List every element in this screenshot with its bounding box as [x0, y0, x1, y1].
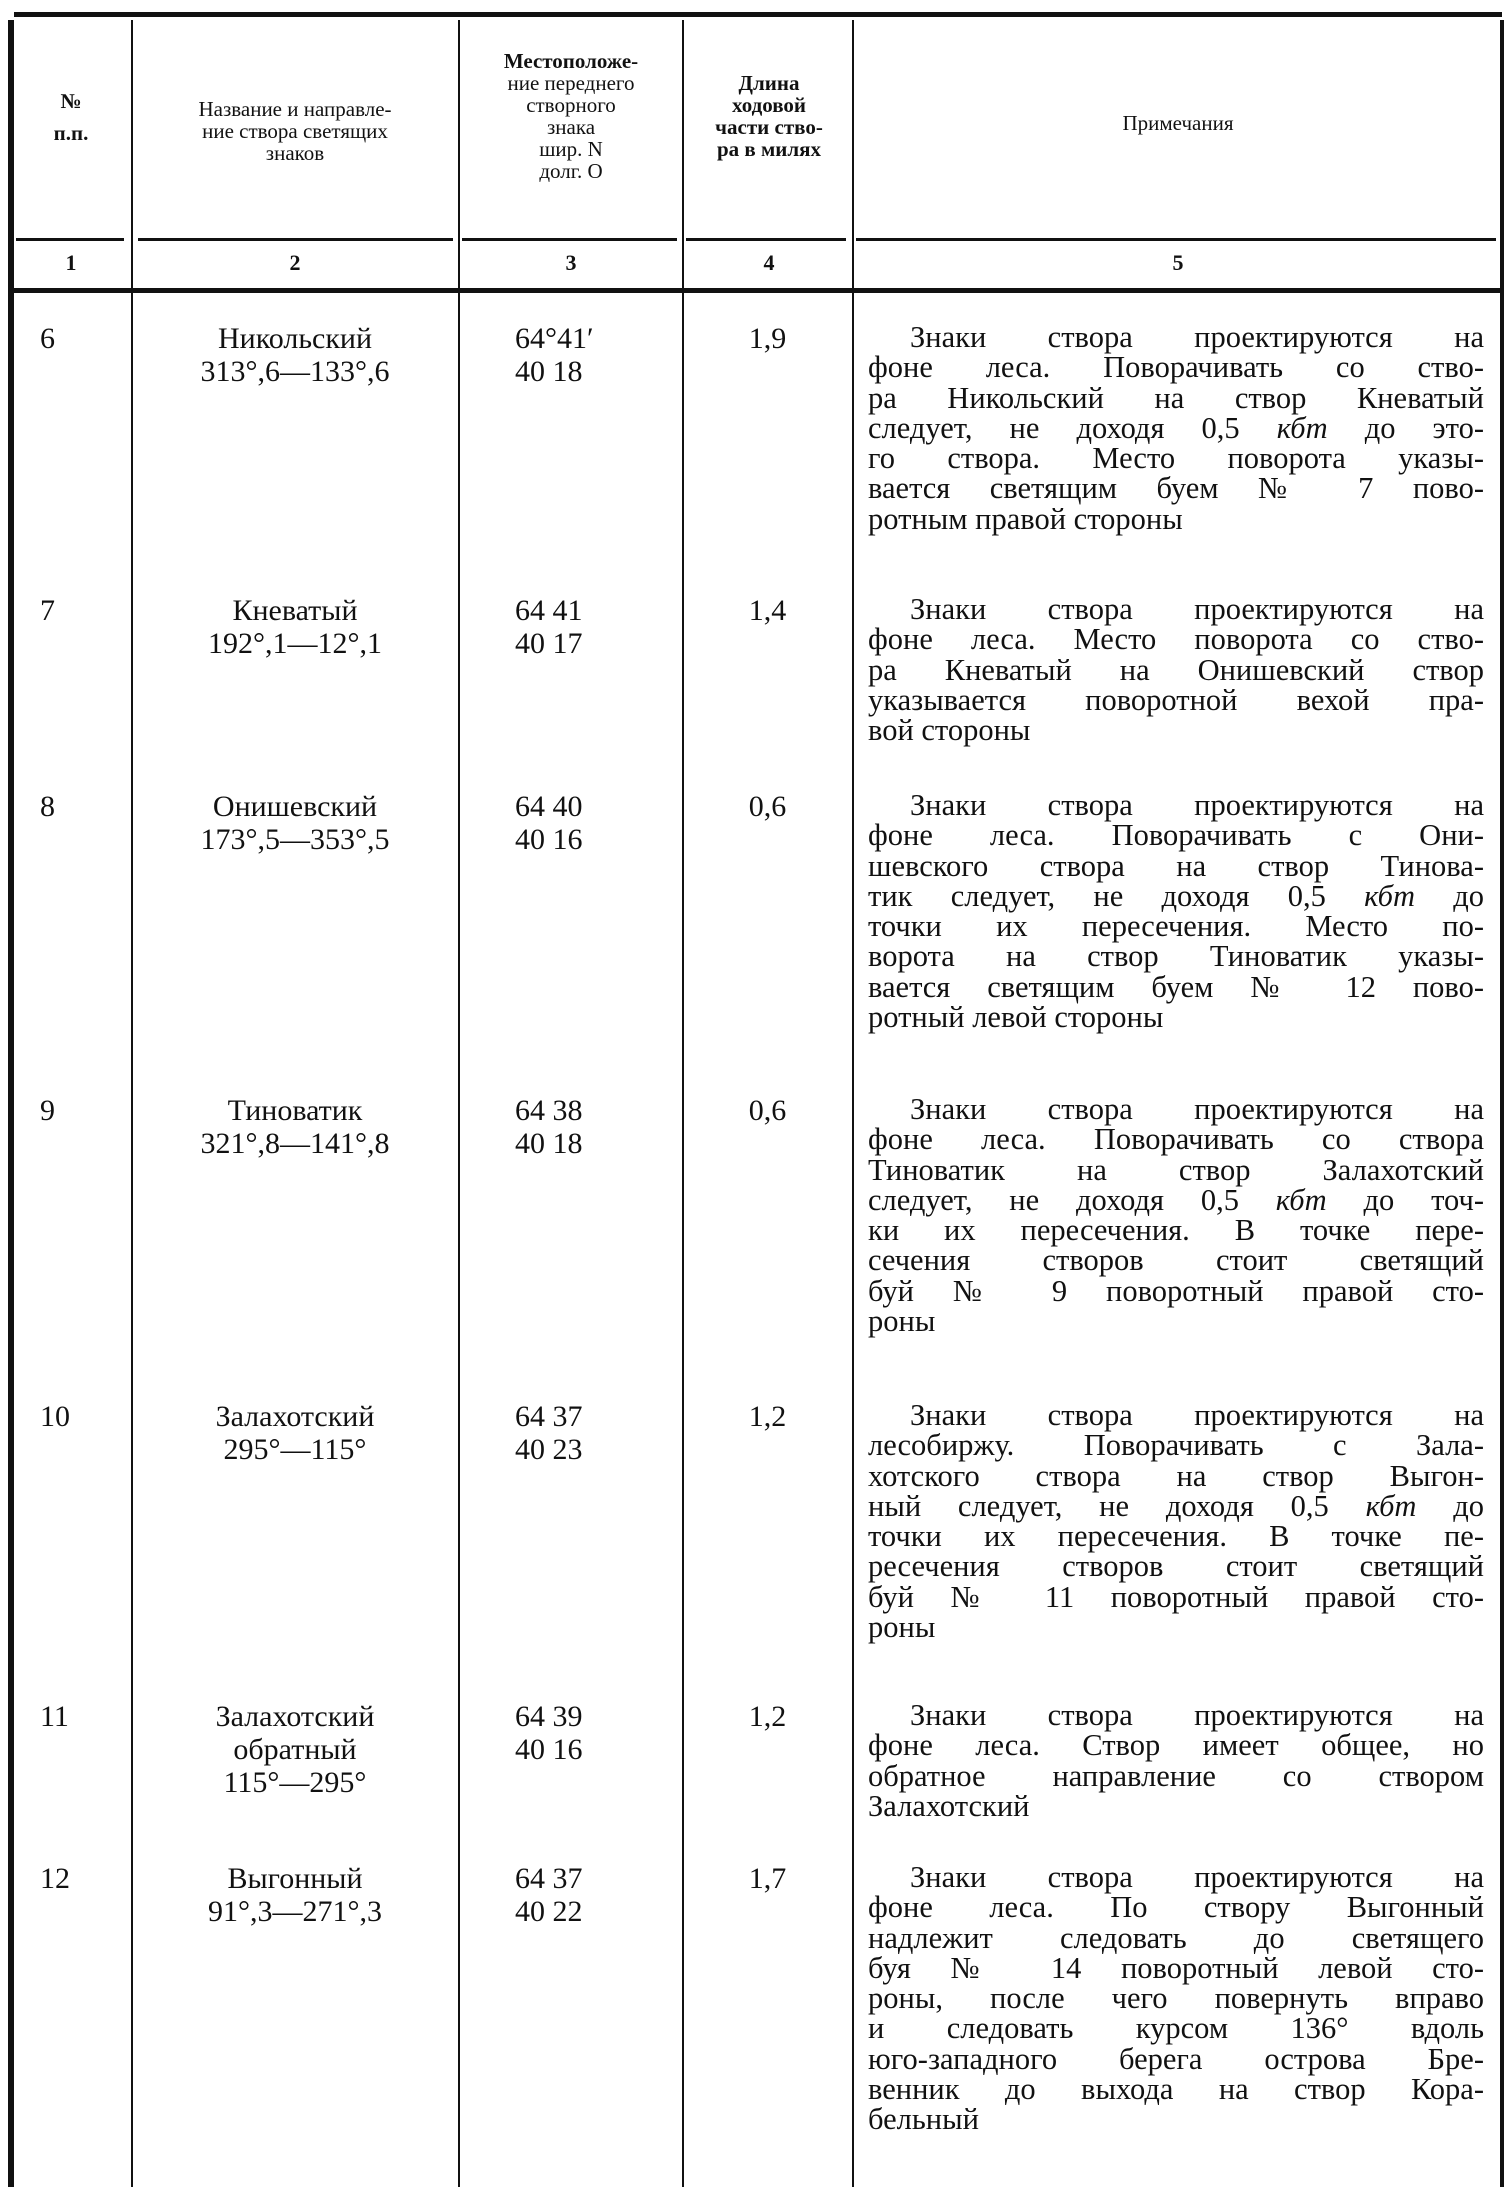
- row-number: 12: [40, 1862, 70, 1895]
- row-number: 9: [40, 1094, 55, 1127]
- remarks-line: обратное направление со створом: [868, 1758, 1484, 1793]
- front-mark-position: [515, 790, 675, 856]
- remarks-line: Знаки створа проектируются на: [910, 1698, 1484, 1732]
- column-divider: [458, 20, 460, 2187]
- range-name-line: Залахотский: [215, 1700, 375, 1733]
- range-name-line: Выгонный: [227, 1862, 363, 1895]
- unit-cable: кбт: [1365, 1488, 1417, 1523]
- remarks-line: Знаки створа проектируются на: [910, 1398, 1484, 1432]
- fairway-length: 1,7: [748, 1862, 787, 1895]
- remarks-line: ра Кневатый на Онишевский створ: [868, 652, 1484, 687]
- remarks-line: роны, после чего повернуть вправо: [868, 1981, 1484, 2016]
- front-mark-position: [515, 322, 675, 388]
- remarks-line: ротный левой стороны: [868, 1000, 1164, 1035]
- range-name-line: обратный: [233, 1733, 357, 1766]
- remarks-line: бельный: [868, 2102, 979, 2137]
- header-number-rule: [16, 238, 124, 241]
- table-left-border: [8, 20, 14, 2187]
- range-name: [140, 594, 450, 660]
- header-bottom-rule: [14, 288, 1502, 293]
- header-col4-line: Длина: [738, 71, 800, 95]
- column-number: 2: [289, 250, 301, 275]
- remarks-line: Знаки створа проектируются на: [910, 788, 1484, 822]
- remarks-line: шевского створа на створ Тинова-: [868, 848, 1484, 883]
- remarks-line: следует, не доходя 0,5 кбт до точ-: [868, 1182, 1484, 1217]
- latitude: 64 41: [515, 594, 583, 627]
- remarks-line: и следовать курсом 136° вдоль: [868, 2011, 1484, 2046]
- header-col4: [684, 72, 854, 160]
- remarks: [868, 788, 1484, 1035]
- longitude: 40 23: [515, 1433, 583, 1466]
- column-divider: [682, 20, 684, 2187]
- range-name-line: Никольский: [217, 322, 373, 355]
- remarks-line: ра Никольский на створ Кневатый: [868, 380, 1484, 415]
- header-col2-line: знаков: [265, 141, 325, 165]
- header-number-rule: [138, 238, 453, 241]
- remarks-line: Знаки створа проектируются на: [910, 592, 1484, 626]
- latitude: 64 37: [515, 1862, 583, 1895]
- front-mark-position: [515, 1094, 675, 1160]
- longitude: 40 18: [515, 355, 583, 388]
- remarks-line: лесобиржу. Поворачивать с Зала-: [868, 1428, 1484, 1463]
- header-col3-line: створного: [526, 93, 616, 117]
- remarks-line: Знаки створа проектируются на: [910, 1860, 1484, 1894]
- longitude: 40 17: [515, 627, 583, 660]
- remarks-line: буя № 14 поворотный левой сто-: [868, 1950, 1484, 1985]
- remarks-line: фоне леса. Поворачивать с Они-: [868, 818, 1484, 853]
- range-name-line: 192°,1—12°,1: [208, 627, 382, 660]
- range-name-line: Онишевский: [212, 790, 378, 823]
- remarks-line: юго-западного берега острова Бре-: [868, 2041, 1484, 2076]
- range-name-line: 313°,6—133°,6: [200, 355, 390, 388]
- remarks-line: буй № 11 поворотный правой сто-: [868, 1579, 1484, 1614]
- table-right-border: [1500, 20, 1504, 2187]
- range-name-line: 321°,8—141°,8: [200, 1127, 390, 1160]
- longitude: 40 22: [515, 1895, 583, 1928]
- unit-cable: кбт: [1276, 410, 1328, 445]
- header-col3-line: Местоположе-: [503, 49, 639, 73]
- table-top-rule: [14, 12, 1502, 17]
- column-number: 4: [763, 250, 775, 275]
- header-col2: [136, 98, 454, 164]
- remarks-line: точки их пересечения. В точке пе-: [868, 1519, 1484, 1554]
- fairway-length: 1,2: [748, 1700, 787, 1733]
- header-col1-line: №: [60, 89, 82, 113]
- front-mark-position: [515, 594, 675, 660]
- remarks-line: го створа. Место поворота указы-: [868, 441, 1484, 476]
- remarks-line: вается светящим буем № 7 пово-: [868, 471, 1484, 506]
- header-col4-line: части ство-: [715, 115, 823, 139]
- remarks: [868, 1862, 1484, 2135]
- remarks-line: Знаки створа проектируются на: [910, 320, 1484, 354]
- header-col3-line: ние переднего: [507, 71, 635, 95]
- remarks-line: венник до выхода на створ Кора-: [868, 2072, 1484, 2107]
- longitude: 40 16: [515, 1733, 583, 1766]
- column-number: 1: [65, 250, 77, 275]
- column-divider: [852, 20, 854, 2187]
- remarks-line: Залахотский: [868, 1788, 1030, 1823]
- latitude: 64 39: [515, 1700, 583, 1733]
- header-col5-line: Примечания: [1122, 111, 1234, 135]
- remarks-line: указывается поворотной вехой пра-: [868, 682, 1484, 717]
- remarks-line: точки их пересечения. Место по-: [868, 909, 1484, 944]
- remarks-line: фоне леса. Поворачивать со ство-: [868, 350, 1484, 385]
- header-number-rule: [686, 238, 846, 241]
- header-col3-line: долг. O: [539, 159, 603, 183]
- range-name-line: Тиноватик: [227, 1094, 363, 1127]
- fairway-length: 1,9: [748, 322, 787, 355]
- remarks-line: Знаки створа проектируются на: [910, 1092, 1484, 1126]
- range-name: [140, 322, 450, 388]
- remarks: [868, 592, 1484, 748]
- remarks-line: следует, не доходя 0,5 кбт до это-: [868, 410, 1484, 445]
- range-name: [140, 1700, 450, 1799]
- header-col3-line: шир. N: [539, 137, 603, 161]
- range-name-line: Кневатый: [232, 594, 358, 627]
- remarks-line: ворота на створ Тиноватик указы-: [868, 939, 1484, 974]
- remarks-line: фоне леса. По створу Выгонный: [868, 1890, 1484, 1925]
- header-col3-line: знака: [546, 115, 596, 139]
- remarks: [868, 322, 1484, 534]
- front-mark-position: [515, 1400, 675, 1466]
- range-name-line: Залахотский: [215, 1400, 375, 1433]
- row-number: 11: [40, 1700, 69, 1733]
- latitude: 64 37: [515, 1400, 583, 1433]
- remarks: [868, 1700, 1484, 1821]
- header-number-rule: [856, 238, 1496, 241]
- remarks-line: ротным правой стороны: [868, 501, 1183, 536]
- fairway-length: 0,6: [748, 1094, 787, 1127]
- range-name: [140, 1094, 450, 1160]
- longitude: 40 16: [515, 823, 583, 856]
- remarks-line: фоне леса. Место поворота со ство-: [868, 622, 1484, 657]
- header-col4-line: ходовой: [732, 93, 806, 117]
- header-col1: [16, 90, 126, 144]
- column-number: 3: [565, 250, 577, 275]
- remarks: [868, 1398, 1484, 1645]
- range-name: [140, 790, 450, 856]
- remarks-line: сечения створов стоит светящий: [868, 1243, 1484, 1278]
- range-name-line: 91°,3—271°,3: [208, 1895, 382, 1928]
- range-name: [140, 1862, 450, 1928]
- remarks-line: вается светящим буем № 12 пово-: [868, 969, 1484, 1004]
- longitude: 40 18: [515, 1127, 583, 1160]
- remarks-line: роны: [868, 1304, 936, 1339]
- remarks-line: ресечения створов стоит светящий: [868, 1549, 1484, 1584]
- remarks-line: хотского створа на створ Выгон-: [868, 1458, 1484, 1493]
- column-divider: [131, 20, 133, 2187]
- unit-cable: кбт: [1364, 878, 1415, 913]
- remarks-line: тик следует, не доходя 0,5 кбт до: [868, 878, 1484, 913]
- range-name: [140, 1400, 450, 1466]
- row-number: 6: [40, 322, 55, 355]
- remarks-line: буй № 9 поворотный правой сто-: [868, 1273, 1484, 1308]
- remarks-line: фоне леса. Створ имеет общее, но: [868, 1728, 1484, 1763]
- range-name-line: 115°—295°: [223, 1766, 367, 1799]
- front-mark-position: [515, 1700, 675, 1766]
- remarks-line: ный следует, не доходя 0,5 кбт до: [868, 1488, 1484, 1523]
- range-name-line: 173°,5—353°,5: [200, 823, 390, 856]
- header-col2-line: ние створа светящих: [202, 119, 388, 143]
- fairway-length: 1,2: [748, 1400, 787, 1433]
- remarks-line: Тиноватик на створ Залахотский: [868, 1152, 1484, 1187]
- latitude: 64°41′: [515, 322, 594, 355]
- remarks-line: надлежит следовать до светящего: [868, 1920, 1484, 1955]
- column-number: 5: [1172, 250, 1184, 275]
- header-col1-line: п.п.: [53, 121, 89, 145]
- header-col4-line: ра в милях: [716, 137, 822, 161]
- latitude: 64 40: [515, 790, 583, 823]
- remarks-line: вой стороны: [868, 713, 1031, 748]
- fairway-length: 1,4: [748, 594, 787, 627]
- front-mark-position: [515, 1862, 675, 1928]
- header-number-rule: [462, 238, 677, 241]
- row-number: 7: [40, 594, 55, 627]
- latitude: 64 38: [515, 1094, 583, 1127]
- fairway-length: 0,6: [748, 790, 787, 823]
- remarks-line: роны: [868, 1610, 936, 1645]
- header-col5: [856, 112, 1500, 134]
- unit-cable: кбт: [1275, 1182, 1327, 1217]
- row-number: 10: [40, 1400, 70, 1433]
- range-name-line: 295°—115°: [223, 1433, 367, 1466]
- row-number: 8: [40, 790, 55, 823]
- header-col3: [462, 50, 680, 182]
- remarks: [868, 1092, 1484, 1339]
- remarks-line: фоне леса. Поворачивать со створа: [868, 1122, 1484, 1157]
- remarks-line: ки их пересечения. В точке пере-: [868, 1213, 1484, 1248]
- header-col2-line: Название и направле-: [198, 97, 392, 121]
